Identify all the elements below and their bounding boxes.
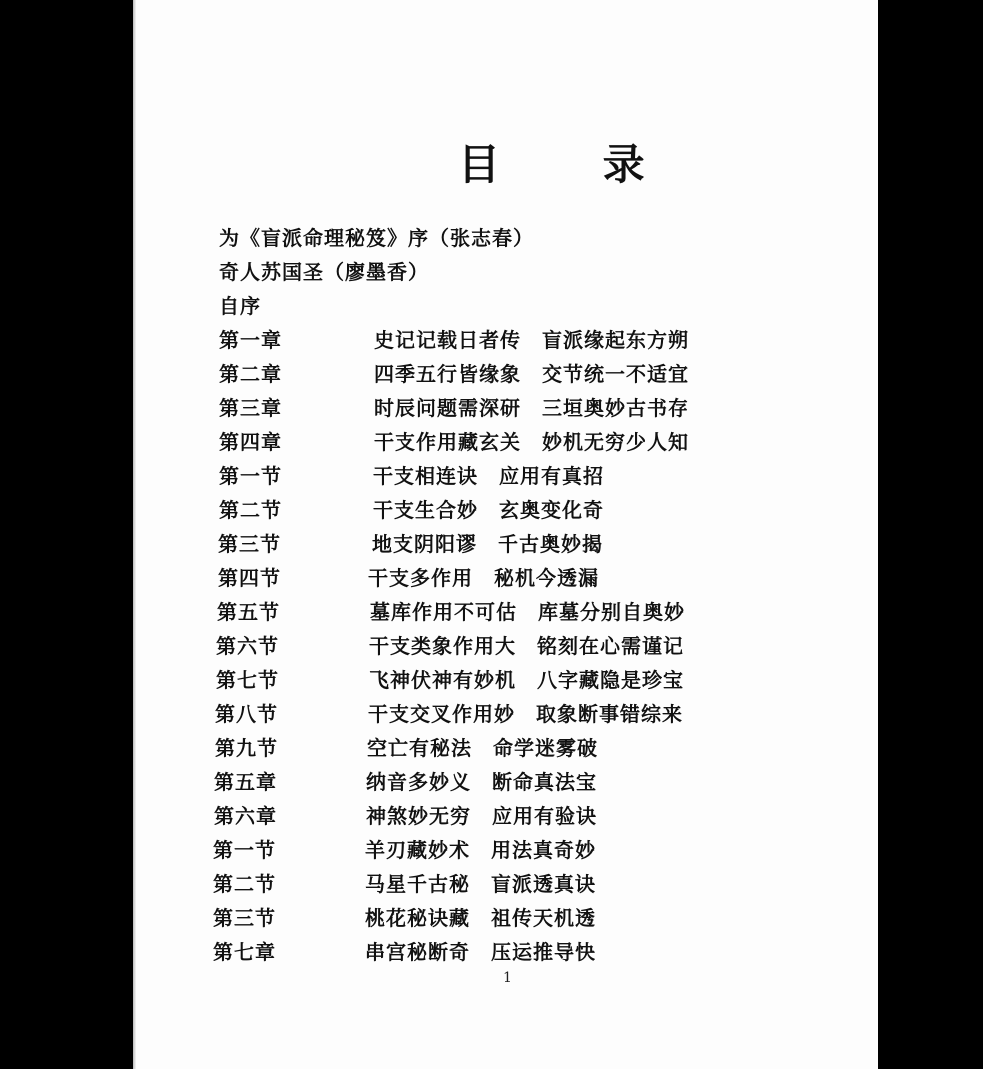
page-number: 1 — [503, 970, 512, 986]
toc-entry-text: 干支多作用 秘机今透漏 — [368, 566, 599, 590]
toc-entry-label: 第一节 — [219, 464, 282, 488]
toc-entry-label: 第二章 — [219, 362, 282, 386]
toc-entry-label: 第六节 — [216, 634, 279, 658]
toc-entry-label: 第五章 — [214, 770, 277, 794]
toc-entry-label: 第八节 — [215, 702, 278, 726]
toc-entry-label: 第二节 — [213, 872, 276, 896]
toc-entry-text: 干支相连诀 应用有真招 — [373, 464, 604, 488]
toc-entry-text: 史记记载日者传 盲派缘起东方朔 — [374, 328, 689, 352]
toc-entry-label: 第一章 — [219, 328, 282, 352]
toc-entry-text: 桃花秘诀藏 祖传天机透 — [365, 906, 596, 930]
toc-entry-label: 第三节 — [213, 906, 276, 930]
toc-entry-text: 墓库作用不可估 库墓分别自奥妙 — [370, 600, 685, 624]
preface-line-1: 为《盲派命理秘笈》序（张志春） — [219, 226, 534, 250]
toc-entry-label: 第三章 — [219, 396, 282, 420]
toc-entry-text: 马星千古秘 盲派透真诀 — [365, 872, 596, 896]
toc-entry-text: 干支作用藏玄关 妙机无穷少人知 — [374, 430, 689, 454]
toc-entry-label: 第七章 — [213, 940, 276, 964]
toc-entry-text: 飞神伏神有妙机 八字藏隐是珍宝 — [369, 668, 684, 692]
toc-entry-text: 空亡有秘法 命学迷雾破 — [367, 736, 598, 760]
toc-entry-text: 羊刃藏妙术 用法真奇妙 — [365, 838, 596, 862]
toc-entry-text: 地支阴阳谬 千古奥妙揭 — [372, 532, 603, 556]
toc-entry-label: 第七节 — [216, 668, 279, 692]
toc-entry-label: 第六章 — [214, 804, 277, 828]
toc-entry-label: 第五节 — [217, 600, 280, 624]
toc-entry-text: 纳音多妙义 断命真法宝 — [366, 770, 597, 794]
toc-entry-text: 时辰问题需深研 三垣奥妙古书存 — [374, 396, 689, 420]
toc-entry-label: 第四章 — [219, 430, 282, 454]
document-page — [133, 0, 878, 1069]
toc-entry-text: 神煞妙无穷 应用有验诀 — [366, 804, 597, 828]
toc-entry-label: 第四节 — [218, 566, 281, 590]
toc-entry-label: 第一节 — [213, 838, 276, 862]
toc-entry-text: 串宫秘断奇 压运推导快 — [365, 940, 596, 964]
toc-entry-text: 干支交叉作用妙 取象断事错综来 — [368, 702, 683, 726]
toc-entry-text: 干支生合妙 玄奥变化奇 — [373, 498, 604, 522]
preface-line-3: 自序 — [219, 294, 261, 318]
preface-line-2: 奇人苏国圣（廖墨香） — [219, 260, 429, 284]
toc-entry-text: 四季五行皆缘象 交节统一不适宜 — [374, 362, 689, 386]
toc-title: 目 录 — [458, 140, 689, 189]
toc-entry-label: 第二节 — [219, 498, 282, 522]
toc-entry-label: 第三节 — [218, 532, 281, 556]
toc-entry-label: 第九节 — [215, 736, 278, 760]
toc-entry-text: 干支类象作用大 铭刻在心需谨记 — [369, 634, 684, 658]
